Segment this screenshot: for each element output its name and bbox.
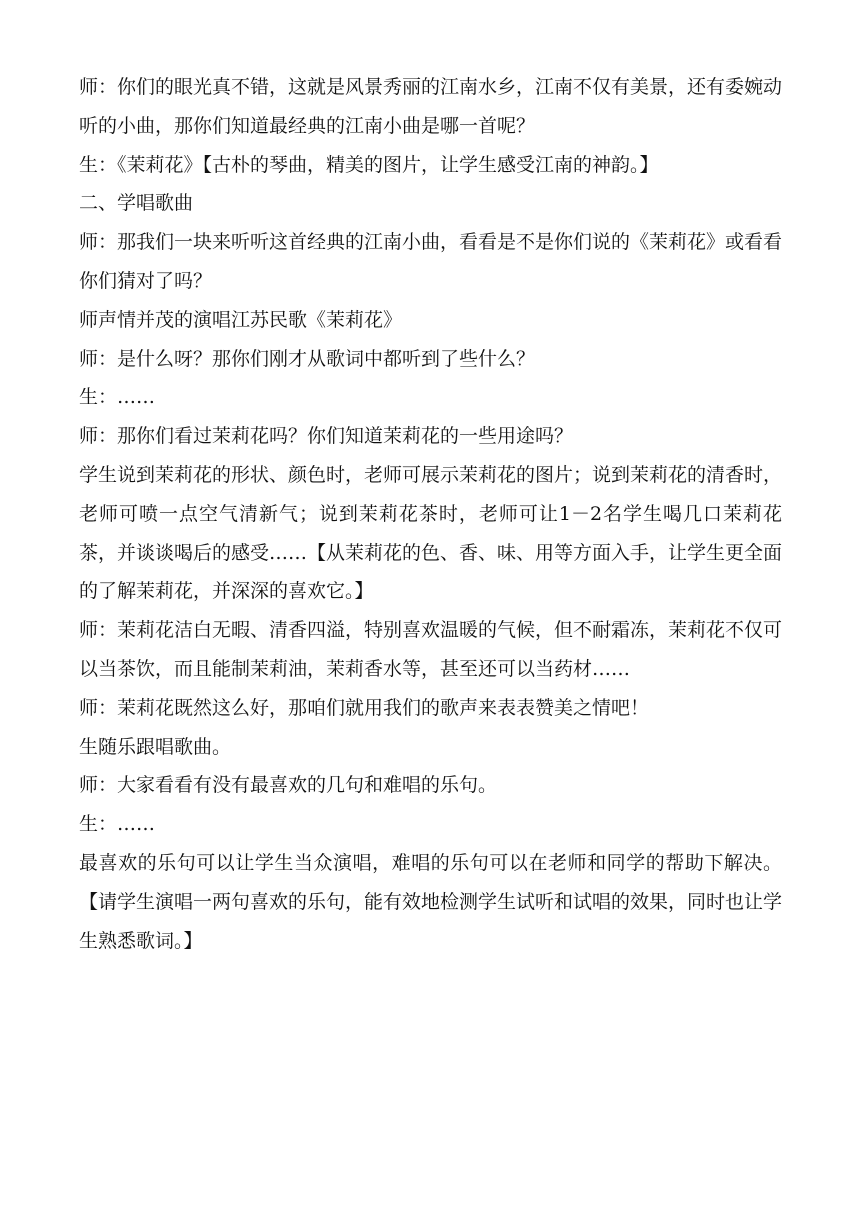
paragraph: 学生说到茉莉花的形状、颜色时，老师可展示茉莉花的图片；说到茉莉花的清香时，老师可喷一点空气清新气；说到茉莉花茶时，老师可让1－2名学生喝几口茉莉花茶，并谈谈喝后的感受……【从茉莉花的色、香、味、用等方面入手，让学生更全面的了解茉莉花，并深深的喜欢它。】	[79, 463, 783, 603]
paragraph: 师声情并茂的演唱江苏民歌《茉莉花》	[79, 308, 403, 331]
paragraph: 师：你们的眼光真不错，这就是风景秀丽的江南水乡，江南不仅有美景，还有委婉动听的小曲，那你们知道最经典的江南小曲是哪一首呢？	[79, 76, 783, 137]
paragraph: 生：……	[79, 813, 156, 836]
paragraph: 生随乐跟唱歌曲。	[79, 735, 232, 758]
paragraph: 生：《茉莉花》【古朴的琴曲，精美的图片，让学生感受江南的神韵。】	[79, 153, 659, 176]
paragraph: 师：那你们看过茉莉花吗？你们知道茉莉花的一些用途吗？	[79, 425, 574, 448]
paragraph: 师：茉莉花既然这么好，那咱们就用我们的歌声来表表赞美之情吧！	[79, 696, 650, 719]
document-body	[79, 68, 782, 960]
paragraph: 生：……	[79, 386, 156, 409]
paragraph: 师：是什么呀？那你们刚才从歌词中都听到了些什么？	[79, 347, 536, 370]
paragraph: 最喜欢的乐句可以让学生当众演唱，难唱的乐句可以在老师和同学的帮助下解决。【请学生演唱一两句喜欢的乐句，能有效地检测学生试听和试唱的效果，同时也让学生熟悉歌词。】	[79, 851, 783, 952]
paragraph: 师：那我们一块来听听这首经典的江南小曲，看看是不是你们说的《茉莉花》或看看你们猜对了吗？	[79, 231, 783, 292]
paragraph: 师：大家看看有没有最喜欢的几句和难唱的乐句。	[79, 774, 498, 797]
paragraph: 师：茉莉花洁白无暇、清香四溢，特别喜欢温暖的气候，但不耐霜冻，茉莉花不仅可以当茶饮，而且能制茉莉油，茉莉香水等，甚至还可以当药材……	[79, 619, 783, 680]
section-heading: 二、学唱歌曲	[79, 192, 194, 215]
